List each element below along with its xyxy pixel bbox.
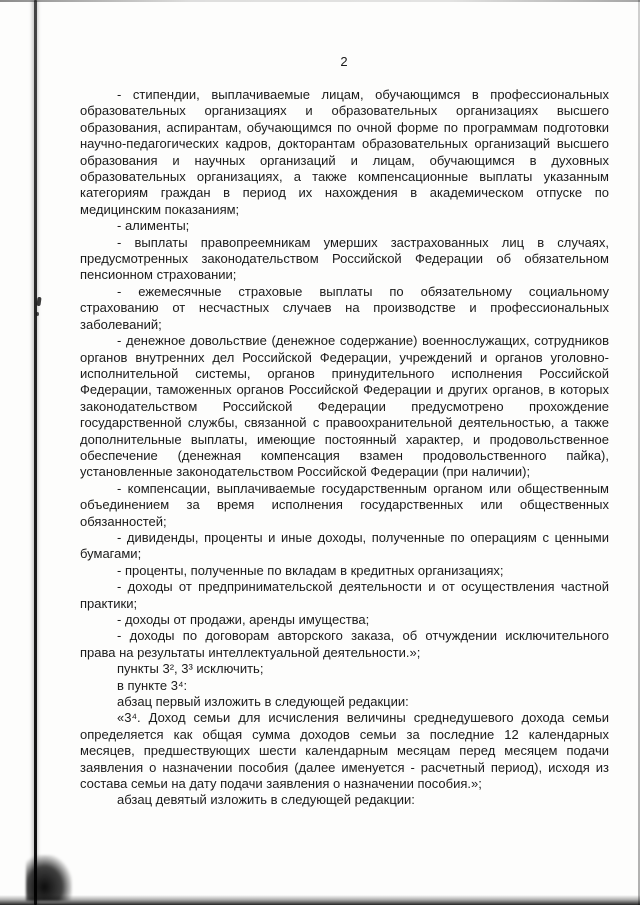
paragraph-item-3-4: в пункте 3⁴: (117, 677, 188, 693)
paragraph-family-income-definition: «3⁴. Доход семьи для исчисления величины среднедушевого дохода семьи определяется как общая сумма доходов семьи за последние 12 календарных месяцев, предшествующих шести календарным месяцам перед месяцем подачи заявления о назначении пособия (далее именуется - расчетный период), исходя из состава семьи на дату подачи заявления о назначении пособия.»; (80, 710, 609, 792)
paragraph-compensations: - компенсации, выплачиваемые государственным органом или общественным объединением за время исполнения государственных или общественных обязанностей; (80, 480, 609, 529)
scan-speck (36, 297, 41, 306)
paragraph-insurance-payments: - ежемесячные страховые выплаты по обязательному социальному страхованию от несчастных случаев на производстве и профессиональных заболеваний; (80, 283, 609, 332)
scan-edge-bottom (0, 895, 640, 905)
scan-corner-blob (26, 855, 72, 901)
paragraph-first-abzac-edit: абзац первый изложить в следующей редакции: (117, 694, 409, 710)
paragraph-ninth-abzac-edit: абзац девятый изложить в следующей редакции: (117, 792, 415, 808)
paragraph-successor-payments: - выплаты правопреемникам умерших застрахованных лиц в случаях, предусмотренных законодательством Российской Федерации об обязательном пенсионном страховании; (80, 234, 609, 283)
paragraph-stipends: - стипендии, выплачиваемые лицам, обучающимся в профессиональных образовательных организациях и образовательных организациях высшего образования, аспирантам, обучающимся по очной форме по программам подготовки научно-педагогических кадров, докторантам образовательных организаций высшего образования и научных организаций и лицам, обучающимся в духовных образовательных организациях, а также компенсационные выплаты указанным категориям граждан в период их нахождения в академическом отпуске по медицинским показаниям; (80, 87, 609, 217)
paragraph-author-contracts: - доходы по договорам авторского заказа, об отчуждении исключительного права на результаты интеллектуальной деятельности.»; (80, 628, 609, 660)
scan-edge-left-line (34, 0, 37, 905)
paragraph-items-excluded: пункты 3², 3³ исключить; (117, 661, 264, 677)
paragraph-dividends: - дивиденды, проценты и иные доходы, полученные по операциям с ценными бумагами; (80, 529, 609, 562)
paragraph-alimony: - алименты; (117, 218, 190, 234)
document-body (80, 87, 609, 809)
paragraph-property-income: - доходы от продажи, аренды имущества; (117, 612, 370, 627)
scan-speck (36, 312, 39, 316)
paragraph-business-income: - доходы от предпринимательской деятельности и от осуществления частной практики; (80, 579, 609, 611)
scan-edge-top (0, 0, 640, 2)
paragraph-military-allowance: - денежное довольствие (денежное содержание) военнослужащих, сотрудников органов внутренних дел Российской Федерации, учреждений и органов уголовно-исполнительной системы, органов принудительного исполнения Российской Федерации, таможенных органов Российской Федерации и других органов, в которых законодательством Российской Федерации предусмотрено прохождение государственной службы, связанной с правоохранительной деятельностью, а также дополнительные выплаты, имеющие постоянный характер, и продовольственное обеспечение (денежная компенсация взамен продовольственного пайка), установленные законодательством Российской Федерации (при наличии); (80, 333, 609, 480)
paragraph-deposit-interest: - проценты, полученные по вкладам в кредитных организациях; (117, 562, 504, 578)
page-number: 2 (340, 54, 348, 69)
